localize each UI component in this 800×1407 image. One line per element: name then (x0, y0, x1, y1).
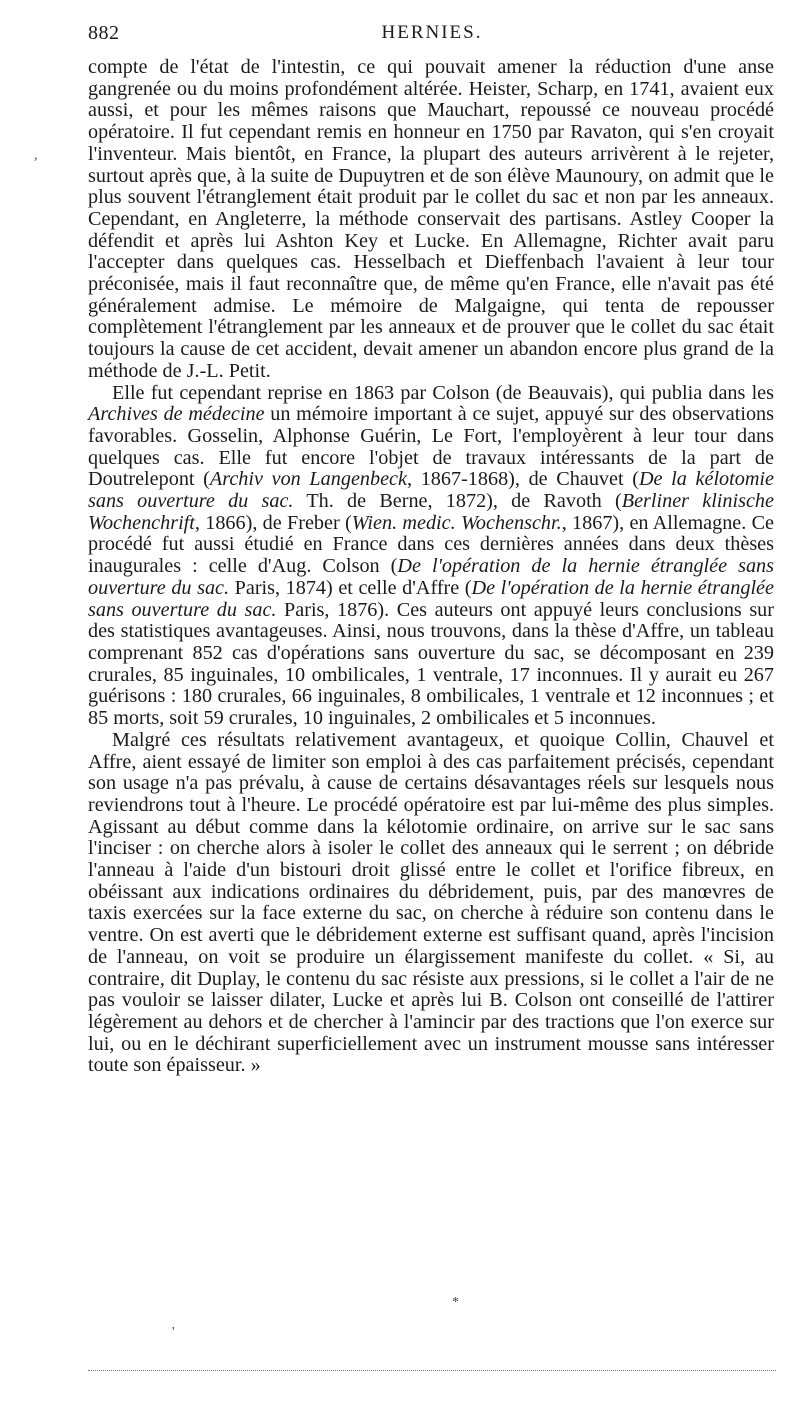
ink-speck: ' (172, 1325, 175, 1340)
text-run: un mémoire important à ce sujet, appuyé sur des observations favorables. Gosselin, Alphonse Guérin, Le Fort, l'employèrent à leur tour dans quelques cas. Elle fut encore l'objet de travaux intéressants de la part de Doutrelepont ( (88, 403, 774, 491)
text-run: , 1867-1868), de Chauvet ( (406, 468, 639, 491)
paragraph (88, 383, 774, 730)
italic-citation: Archives de médecine (88, 403, 265, 426)
italic-citation: Wien. medic. Wochenschr. (351, 511, 562, 534)
text-run: , 1867), en Allemagne. Ce procédé fut aussi étudié en France dans ces dernières années dans deux thèses inaugurales : celle d'Aug. Colson ( (88, 511, 775, 578)
running-title: HERNIES. (381, 22, 483, 43)
italic-citation: De la kélotomie sans ouverture du sac. (88, 468, 775, 513)
margin-speck: , (34, 148, 38, 163)
page-number: 882 (88, 22, 120, 44)
italic-citation: Archiv von Langenbeck (209, 468, 407, 491)
italic-citation: De l'opération de la hernie étranglée sans ouverture du sac. (88, 555, 774, 599)
body-text (88, 57, 774, 1077)
paragraph (88, 730, 774, 1077)
text-run: compte de l'état de l'intestin, ce qui pouvait amener la réduction d'une anse gangrenée ou du moins profondément altérée. Heister, Scharp, en 1741, avaient eux aussi, et pour les mêmes raisons que Mauchart, repoussé ce nouveau procédé opératoire. Il fut cependant remis en honneur en 1750 par Ravaton, qui s'en croyait l'inventeur. Mais bientôt, en France, la plupart des auteurs arrivèrent à le rejeter, surtout après que, à la suite de Dupuytren et de son élève Maunoury, on admit que le plus souvent l'étranglement était produit par le collet du sac et non par les anneaux. Cependant, en Angleterre, la méthode conservait des partisans. Astley Cooper la défendit et après lui Ashton Key et Lucke. En Allemagne, Richter avait paru l'accepter dans quelques cas. Hesselbach et Dieffenbach l'avaient à leur tour préconisée, mais il faut reconnaître que, de même qu'en France, elle n'avait pas été généralement admise. Le mémoire de Malgaigne, qui tenta de repousser complètement l'étranglement par les anneaux et de prouver que le collet du sac était toujours la cause de cet accident, devait amener un abandon encore plus grand de la méthode de J.-L. Petit. (88, 56, 774, 382)
text-run: Malgré ces résultats relativement avantageux, et quoique Collin, Chauvel et Affre, aient essayé de limiter son emploi à des cas parfaitement précisés, cependant son usage n'a pas prévalu, à cause de certains désavantages réels sur lesquels nous reviendrons tout à l'heure. Le procédé opératoire est par lui-même des plus simples. Agissant au début comme dans la kélotomie ordinaire, on arrive sur le sac sans l'inciser : on cherche alors à isoler le collet des anneaux qui le serrent ; on débride l'anneau à l'aide d'un bistouri droit glissé entre le collet et l'orifice fibreux, en obéissant aux indications ordinaires du débridement, puis, par des manœvres de taxis exercées sur la face externe du sac, on cherche à réduire son contenu dans le ventre. On est averti que le débridement externe est suffisant quand, après l'incision de l'anneau, on voit se produire un élargissement manifeste du collet. « Si, au contraire, dit Duplay, le contenu du sac résiste aux pressions, si le collet a l'air de ne pas vouloir se laisser dilater, Lucke et après lui B. Colson ont conseillé de l'attirer légèrement au dehors et de chercher à l'amincir par des tractions que l'on exerce sur lui, ou en le déchirant superficiellement avec un instrument mousse sans intéresser toute son épaisseur. » (88, 728, 774, 1077)
italic-citation: De l'opération de la hernie étranglée sans ouverture du sac. (88, 576, 774, 621)
ink-speck: * (452, 1295, 459, 1310)
page-bottom-rule (88, 1370, 776, 1371)
text-run: , 1866), de Freber ( (194, 511, 352, 534)
paragraph (88, 57, 774, 383)
text-run: Paris, 1876). Ces auteurs ont appuyé leurs conclusions sur des statistiques avantageuses. Ainsi, nous trouvons, dans la thèse d'Affre, un tableau comprenant 852 cas d'opérations sans ouverture du sac, se décomposant en 239 crurales, 85 inguinales, 10 ombilicales, 1 ventrale, 17 inconnues. Il y aurait eu 267 guérisons : 180 crurales, 66 inguinales, 8 ombilicales, 1 ventrale et 12 inconnues ; et 85 morts, soit 59 crurales, 10 inguinales, 2 ombilicales et 5 inconnues. (88, 598, 774, 730)
italic-citation: Berliner klinische Wochenchrift (88, 490, 774, 534)
text-run: Th. de Berne, 1872), de Ravoth ( (293, 490, 622, 513)
page-header (88, 22, 776, 52)
text-run: Elle fut cependant reprise en 1863 par Colson (de Beauvais), qui publia dans les (112, 381, 774, 404)
text-run: Paris, 1874) et celle d'Affre ( (229, 576, 472, 599)
